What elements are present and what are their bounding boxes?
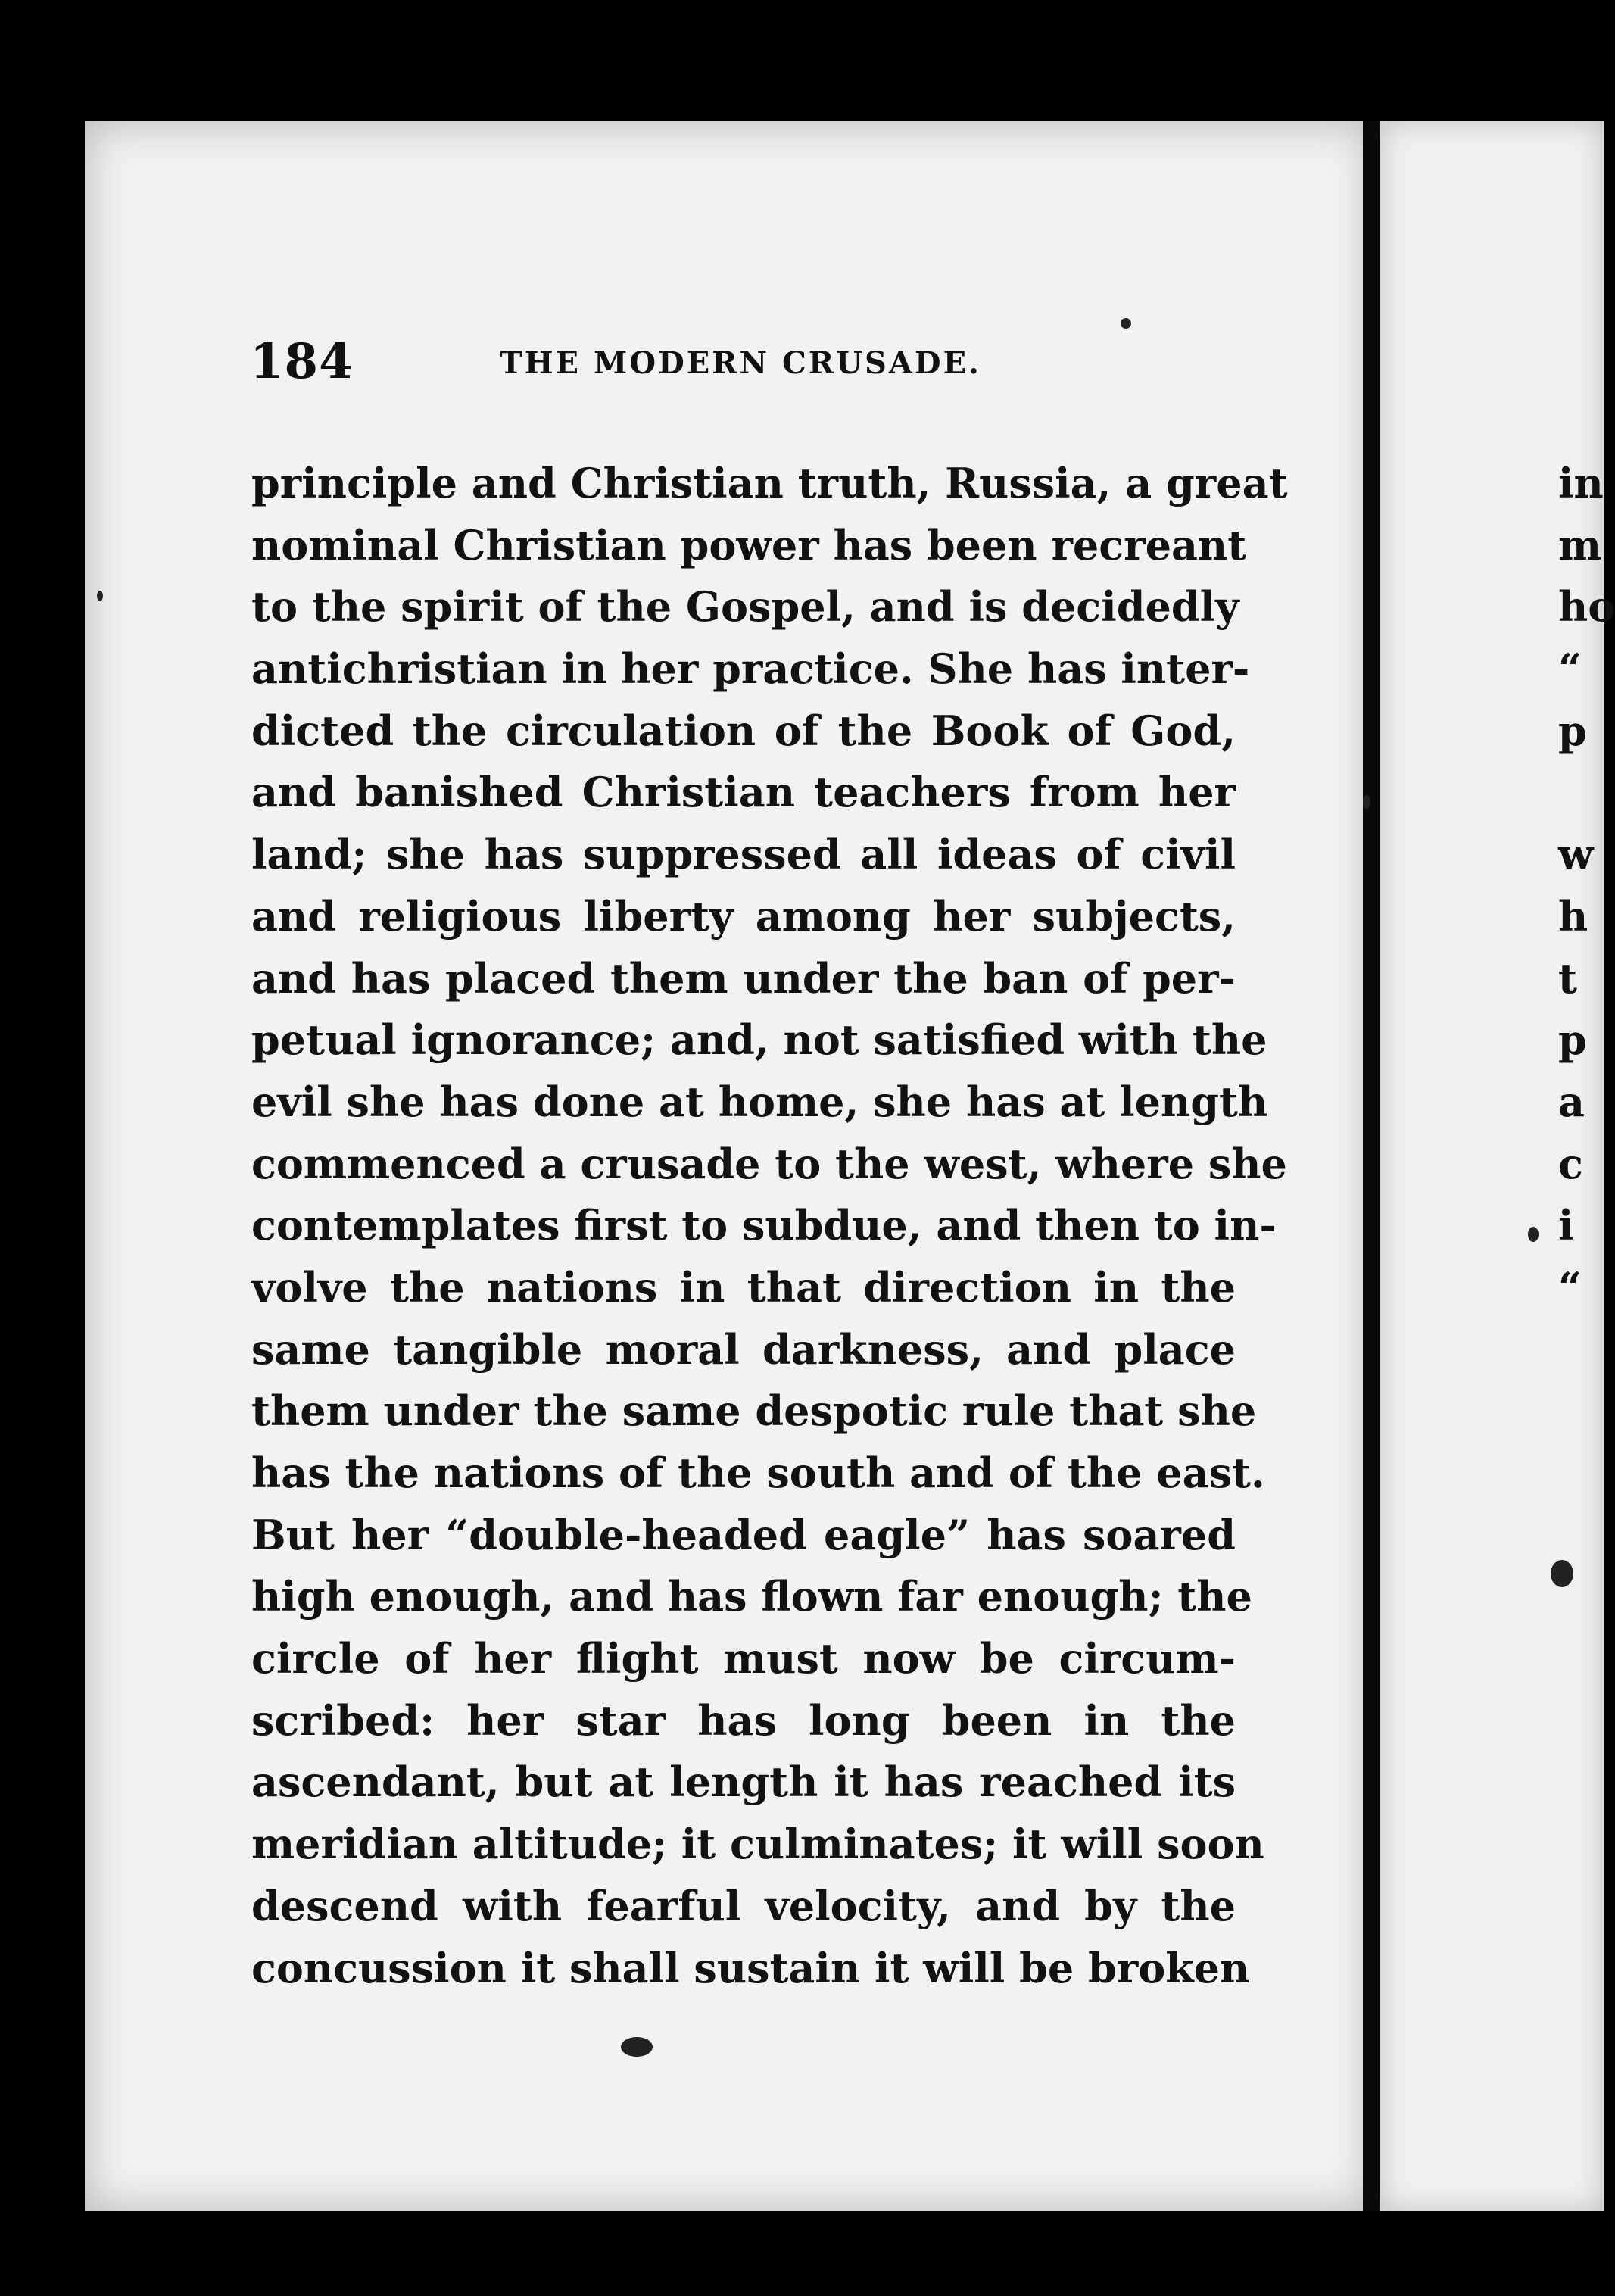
facing-page-fragment: in [1558,459,1604,507]
running-title: THE MODERN CRUSADE. [500,345,981,381]
page-number: 184 [250,333,354,390]
facing-page-fragment: a [1558,1077,1585,1126]
facing-page-fragment: “ [1558,1262,1582,1312]
text-line: meridian altitude; it culminates; it will soon [251,1820,1264,1869]
facing-page-fragment: p [1558,1015,1587,1065]
text-line: petual ignorance; and, not satisfied with the [251,1015,1267,1065]
scan-speck [1528,1227,1539,1242]
facing-page-fragment: h [1558,891,1588,941]
facing-page-fragment: t [1558,953,1577,1003]
scan-speck [621,2037,653,2057]
text-line: dicted the circulation of the Book of God, [251,706,1236,755]
facing-page-fragment: p [1558,706,1587,755]
facing-page-fragment: c [1558,1139,1583,1188]
text-line: nominal Christian power has been recreant [251,520,1247,569]
text-line: descend with fearful velocity, and by the [251,1881,1236,1930]
scan-speck [97,591,103,601]
facing-page-fragment: m [1558,520,1602,569]
text-line: and has placed them under the ban of per- [251,953,1236,1003]
text-line: antichristian in her practice. She has inter- [251,644,1250,694]
text-line: volve the nations in that direction in the [251,1262,1236,1312]
text-line: contemplates first to subdue, and then to in- [251,1201,1277,1250]
book-gutter [1363,121,1380,2211]
text-line: concussion it shall sustain it will be broken [251,1943,1250,1992]
text-line: high enough, and has flown far enough; the [251,1572,1252,1621]
facing-page-fragment: ho [1558,582,1615,632]
scan-speck [1363,795,1370,809]
text-line: them under the same despotic rule that she [251,1387,1257,1436]
text-line: land; she has suppressed all ideas of civil [251,830,1236,879]
facing-page-fragment: w [1558,830,1594,879]
text-line: principle and Christian truth, Russia, a great [251,459,1288,507]
text-line: circle of her flight must now be circum- [251,1634,1236,1683]
facing-page-fragment [1558,762,1604,824]
text-line: same tangible moral darkness, and place [251,1324,1236,1374]
text-line: scribed: her star has long been in the [251,1695,1236,1745]
scan-speck [1551,1560,1573,1587]
text-line: and banished Christian teachers from her [251,768,1236,817]
text-line: But her “double-headed eagle” has soared [251,1510,1236,1559]
facing-page-fragment: i [1558,1201,1574,1250]
facing-page-fragment: “ [1558,644,1582,694]
facing-page-fragments [1558,453,1615,1319]
scan-speck [1121,318,1131,329]
text-line: evil she has done at home, she has at length [251,1077,1268,1126]
text-line: ascendant, but at length it has reached its [251,1758,1236,1807]
text-line: commenced a crusade to the west, where she [251,1139,1287,1188]
text-line: has the nations of the south and of the east. [251,1449,1265,1497]
body-text [251,453,1288,1999]
running-head [250,333,1234,401]
text-line: and religious liberty among her subjects, [251,891,1236,941]
text-line: to the spirit of the Gospel, and is decidedly [251,582,1239,632]
